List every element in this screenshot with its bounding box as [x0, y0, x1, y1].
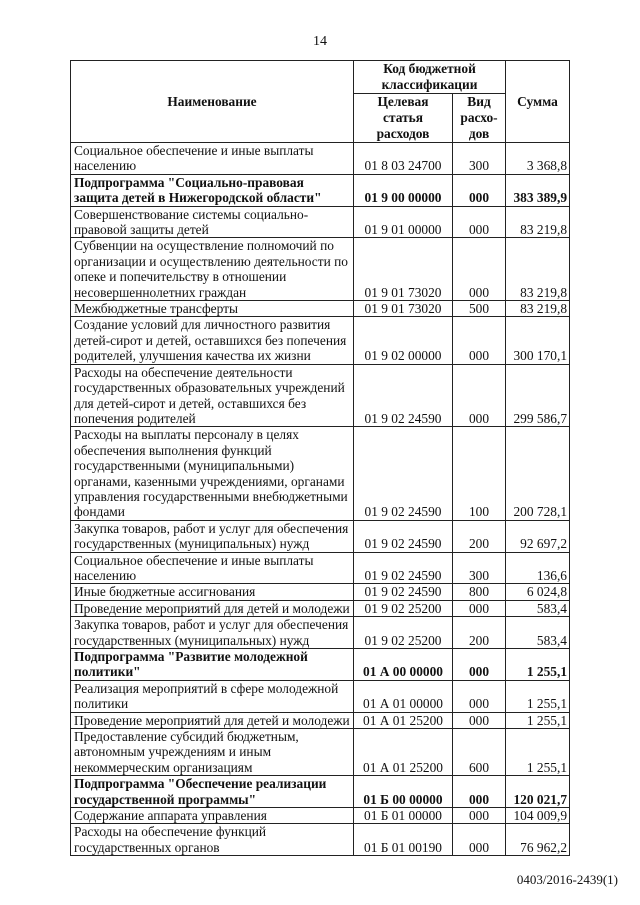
- type-cell: 000: [453, 206, 506, 238]
- type-cell: 200: [453, 520, 506, 552]
- sum-cell: 583,4: [506, 600, 570, 616]
- type-cell: 600: [453, 729, 506, 776]
- table-row: [71, 680, 570, 712]
- sum-cell: 104 009,9: [506, 808, 570, 824]
- table-row: [71, 617, 570, 649]
- code-cell: 01 9 02 24590: [354, 427, 453, 520]
- name-cell: Предоставление субсидий бюджетным, автономным учреждениям и иным некоммерческим организациям: [71, 729, 354, 776]
- name-cell: Совершенствование системы социально-правовой защиты детей: [71, 206, 354, 238]
- name-cell: Закупка товаров, работ и услуг для обеспечения государственных (муниципальных) нужд: [71, 617, 354, 649]
- header-sum: Сумма: [506, 61, 570, 143]
- page-number: 14: [313, 34, 327, 49]
- table-row: [71, 584, 570, 600]
- name-cell: Расходы на выплаты персоналу в целях обеспечения выполнения функций государственными (муниципальными) органами, казенными учреждениями, органами управления государственными внебюджетными фондами: [71, 427, 354, 520]
- sum-cell: 1 255,1: [506, 729, 570, 776]
- name-cell: Реализация мероприятий в сфере молодежной политики: [71, 680, 354, 712]
- code-cell: 01 9 01 00000: [354, 206, 453, 238]
- table-row: [71, 552, 570, 584]
- sum-cell: 83 219,8: [506, 206, 570, 238]
- sum-cell: 6 024,8: [506, 584, 570, 600]
- table-row: [71, 808, 570, 824]
- code-cell: 01 А 00 00000: [354, 649, 453, 681]
- name-cell: Проведение мероприятий для детей и молодежи: [71, 712, 354, 728]
- code-cell: 01 9 01 73020: [354, 301, 453, 317]
- table-row: [71, 174, 570, 206]
- code-cell: 01 9 02 24590: [354, 520, 453, 552]
- type-cell: 000: [453, 317, 506, 364]
- sum-cell: 1 255,1: [506, 680, 570, 712]
- type-cell: 000: [453, 712, 506, 728]
- name-cell: Подпрограмма "Обеспечение реализации государственной программы": [71, 776, 354, 808]
- header-target: Целевая статья расходов: [354, 94, 453, 143]
- table-row: [71, 712, 570, 728]
- table-body: [71, 143, 570, 856]
- sum-cell: 76 962,2: [506, 824, 570, 856]
- type-cell: 500: [453, 301, 506, 317]
- table-row: [71, 520, 570, 552]
- type-cell: 000: [453, 680, 506, 712]
- table-row: [71, 364, 570, 427]
- type-cell: 300: [453, 552, 506, 584]
- table-row: [71, 427, 570, 520]
- name-cell: Подпрограмма "Социально-правовая защита детей в Нижегородской области": [71, 174, 354, 206]
- code-cell: 01 9 02 25200: [354, 617, 453, 649]
- code-cell: 01 А 01 25200: [354, 712, 453, 728]
- name-cell: Социальное обеспечение и иные выплаты населению: [71, 143, 354, 175]
- table-row: [71, 238, 570, 301]
- sum-cell: 136,6: [506, 552, 570, 584]
- sum-cell: 200 728,1: [506, 427, 570, 520]
- type-cell: 000: [453, 364, 506, 427]
- sum-cell: 1 255,1: [506, 649, 570, 681]
- sum-cell: 92 697,2: [506, 520, 570, 552]
- table-row: [71, 143, 570, 175]
- code-cell: 01 9 02 00000: [354, 317, 453, 364]
- budget-table: [70, 60, 570, 856]
- type-cell: 000: [453, 600, 506, 616]
- type-cell: 200: [453, 617, 506, 649]
- name-cell: Иные бюджетные ассигнования: [71, 584, 354, 600]
- table-row: [71, 301, 570, 317]
- code-cell: 01 Б 01 00190: [354, 824, 453, 856]
- name-cell: Подпрограмма "Развитие молодежной политики": [71, 649, 354, 681]
- sum-cell: 299 586,7: [506, 364, 570, 427]
- sum-cell: 583,4: [506, 617, 570, 649]
- document-code: 0403/2016-2439(1): [516, 872, 618, 887]
- sum-cell: 83 219,8: [506, 301, 570, 317]
- sum-cell: 383 389,9: [506, 174, 570, 206]
- code-cell: 01 9 02 24590: [354, 584, 453, 600]
- sum-cell: 83 219,8: [506, 238, 570, 301]
- header-name: Наименование: [71, 61, 354, 143]
- name-cell: Межбюджетные трансферты: [71, 301, 354, 317]
- code-cell: 01 8 03 24700: [354, 143, 453, 175]
- table-row: [71, 317, 570, 364]
- header-type: Вид расхо-дов: [453, 94, 506, 143]
- code-cell: 01 А 01 00000: [354, 680, 453, 712]
- type-cell: 000: [453, 824, 506, 856]
- table-row: [71, 649, 570, 681]
- type-cell: 300: [453, 143, 506, 175]
- name-cell: Проведение мероприятий для детей и молодежи: [71, 600, 354, 616]
- type-cell: 100: [453, 427, 506, 520]
- code-cell: 01 9 02 24590: [354, 552, 453, 584]
- name-cell: Субвенции на осуществление полномочий по организации и осуществлению деятельности по опеке и попечительству в отношении несовершеннолетних граждан: [71, 238, 354, 301]
- type-cell: 800: [453, 584, 506, 600]
- sum-cell: 1 255,1: [506, 712, 570, 728]
- sum-cell: 120 021,7: [506, 776, 570, 808]
- name-cell: Расходы на обеспечение функций государственных органов: [71, 824, 354, 856]
- type-cell: 000: [453, 649, 506, 681]
- code-cell: 01 А 01 25200: [354, 729, 453, 776]
- table-row: [71, 824, 570, 856]
- code-cell: 01 9 00 00000: [354, 174, 453, 206]
- type-cell: 000: [453, 776, 506, 808]
- name-cell: Содержание аппарата управления: [71, 808, 354, 824]
- code-cell: 01 9 01 73020: [354, 238, 453, 301]
- table-row: [71, 600, 570, 616]
- name-cell: Расходы на обеспечение деятельности государственных образовательных учреждений для детей-сирот и детей, оставшихся без попечения родителей: [71, 364, 354, 427]
- code-cell: 01 9 02 25200: [354, 600, 453, 616]
- name-cell: Создание условий для личностного развития детей-сирот и детей, оставшихся без попечения родителей, улучшения качества их жизни: [71, 317, 354, 364]
- name-cell: Закупка товаров, работ и услуг для обеспечения государственных (муниципальных) нужд: [71, 520, 354, 552]
- code-cell: 01 Б 01 00000: [354, 808, 453, 824]
- sum-cell: 3 368,8: [506, 143, 570, 175]
- table-row: [71, 206, 570, 238]
- name-cell: Социальное обеспечение и иные выплаты населению: [71, 552, 354, 584]
- type-cell: 000: [453, 808, 506, 824]
- code-cell: 01 Б 00 00000: [354, 776, 453, 808]
- code-cell: 01 9 02 24590: [354, 364, 453, 427]
- table-row: [71, 776, 570, 808]
- type-cell: 000: [453, 238, 506, 301]
- table-row: [71, 729, 570, 776]
- sum-cell: 300 170,1: [506, 317, 570, 364]
- header-code-group: Код бюджетной классификации: [354, 61, 506, 94]
- type-cell: 000: [453, 174, 506, 206]
